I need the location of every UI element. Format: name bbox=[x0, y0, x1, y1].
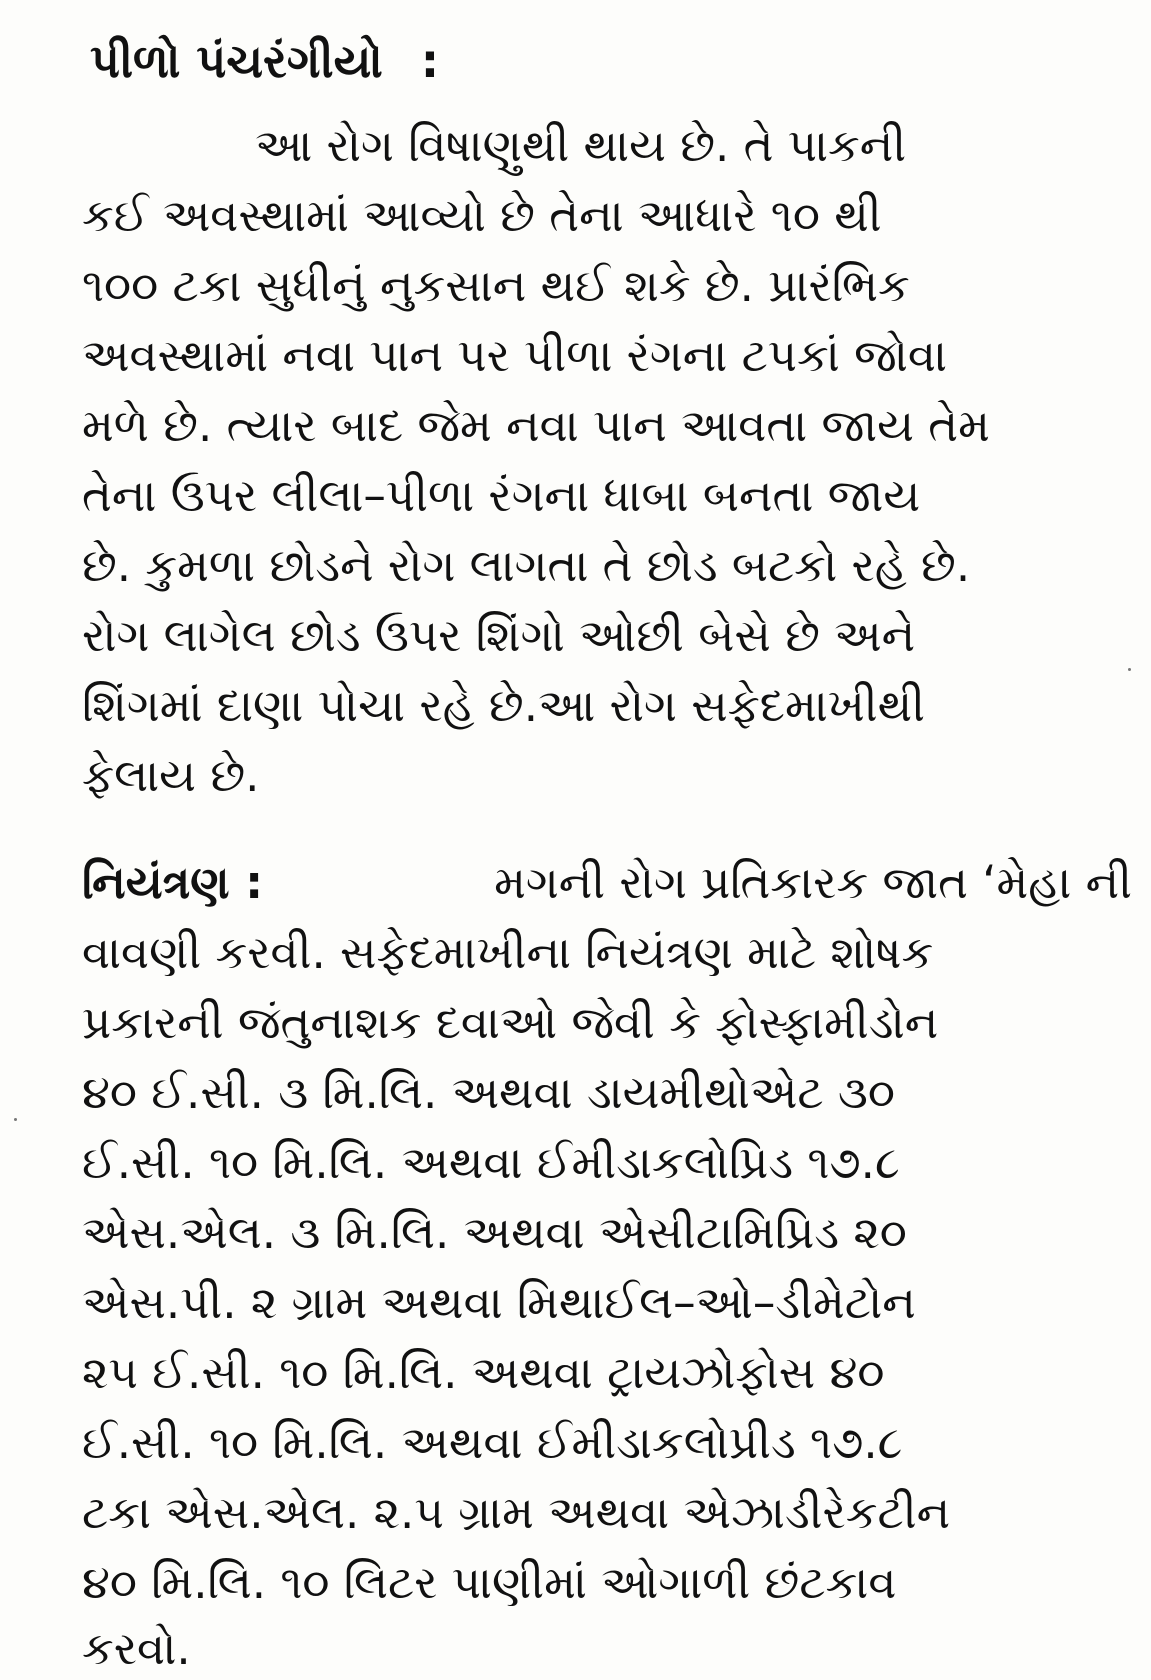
paragraph-line: એસ.એલ. ૩ મિ.લિ. અથવા એસીટામિપ્રિડ ૨૦ bbox=[82, 1206, 907, 1259]
paragraph-line: ૪૦ ઈ.સી. ૩ મિ.લિ. અથવા ડાયમીથોએટ ૩૦ bbox=[82, 1066, 895, 1119]
paragraph-line: શિંગમાં દાણા પોચા રહે છે.આ રોગ સફેદમાખીથી bbox=[82, 679, 925, 732]
paragraph-line: વાવણી કરવી. સફેદમાખીના નિયંત્રણ માટે શોષક bbox=[82, 926, 934, 979]
paragraph-line: મળે છે. ત્યાર બાદ જેમ નવા પાન આવતા જાય તેમ bbox=[82, 399, 990, 452]
paragraph-line: એસ.પી. ૨ ગ્રામ અથવા મિથાઈલ–ઓ–ડીમેટોન bbox=[82, 1276, 916, 1329]
heading-colon: : bbox=[420, 34, 440, 88]
paragraph-line: અવસ્થામાં નવા પાન પર પીળા રંગના ટપકાં જોવા bbox=[82, 329, 947, 382]
paragraph-line: તેના ઉપર લીલા–પીળા રંગના ધાબા બનતા જાય bbox=[82, 469, 921, 522]
paragraph-line: ટકા એસ.એલ. ૨.૫ ગ્રામ અથવા એઝાડીરેકટીન bbox=[82, 1486, 951, 1539]
control-first-line bbox=[82, 856, 1132, 909]
control-first-line-text: મગની રોગ પ્રતિકારક જાત ‘મેહા ની bbox=[494, 856, 1132, 909]
paragraph-line: ૪૦ મિ.લિ. ૧૦ લિટર પાણીમાં ઓગાળી છંટકાવ bbox=[82, 1556, 897, 1609]
paragraph-line: પ્રકારની જંતુનાશક દવાઓ જેવી કે ફોસ્ફામીડોન bbox=[82, 996, 939, 1049]
paragraph-line: કઈ અવસ્થામાં આવ્યો છે તેના આધારે ૧૦ થી bbox=[82, 189, 882, 242]
paragraph-line: કરવો. bbox=[82, 1622, 191, 1675]
paragraph-line: ૧૦૦ ટકા સુધીનું નુકસાન થઈ શકે છે. પ્રારંભિક bbox=[82, 259, 910, 312]
paragraph-line: રોગ લાગેલ છોડ ઉપર શિંગો ઓછી બેસે છે અને bbox=[82, 609, 916, 662]
control-heading: નિયંત્રણ : bbox=[82, 856, 264, 909]
paragraph-line: ૨૫ ઈ.સી. ૧૦ મિ.લિ. અથવા ટ્રાયઝોફોસ ૪૦ bbox=[82, 1346, 885, 1399]
paragraph-line: ફેલાય છે. bbox=[82, 749, 260, 802]
scan-speck bbox=[14, 1118, 17, 1121]
scan-speck bbox=[1128, 668, 1131, 671]
section-heading-yellow-mosaic bbox=[90, 34, 440, 88]
paragraph-line: ઈ.સી. ૧૦ મિ.લિ. અથવા ઈમીડાકલોપ્રીડ ૧૭.૮ bbox=[82, 1416, 903, 1469]
paragraph-line: આ રોગ વિષાણુથી થાય છે. તે પાકની bbox=[255, 119, 907, 172]
paragraph-line: છે. કુમળા છોડને રોગ લાગતા તે છોડ બટકો રહે છે. bbox=[82, 539, 971, 592]
section-title: પીળો પંચરંગીયો bbox=[90, 34, 383, 88]
paragraph-line: ઈ.સી. ૧૦ મિ.લિ. અથવા ઈમીડાકલોપ્રિડ ૧૭.૮ bbox=[82, 1136, 900, 1189]
